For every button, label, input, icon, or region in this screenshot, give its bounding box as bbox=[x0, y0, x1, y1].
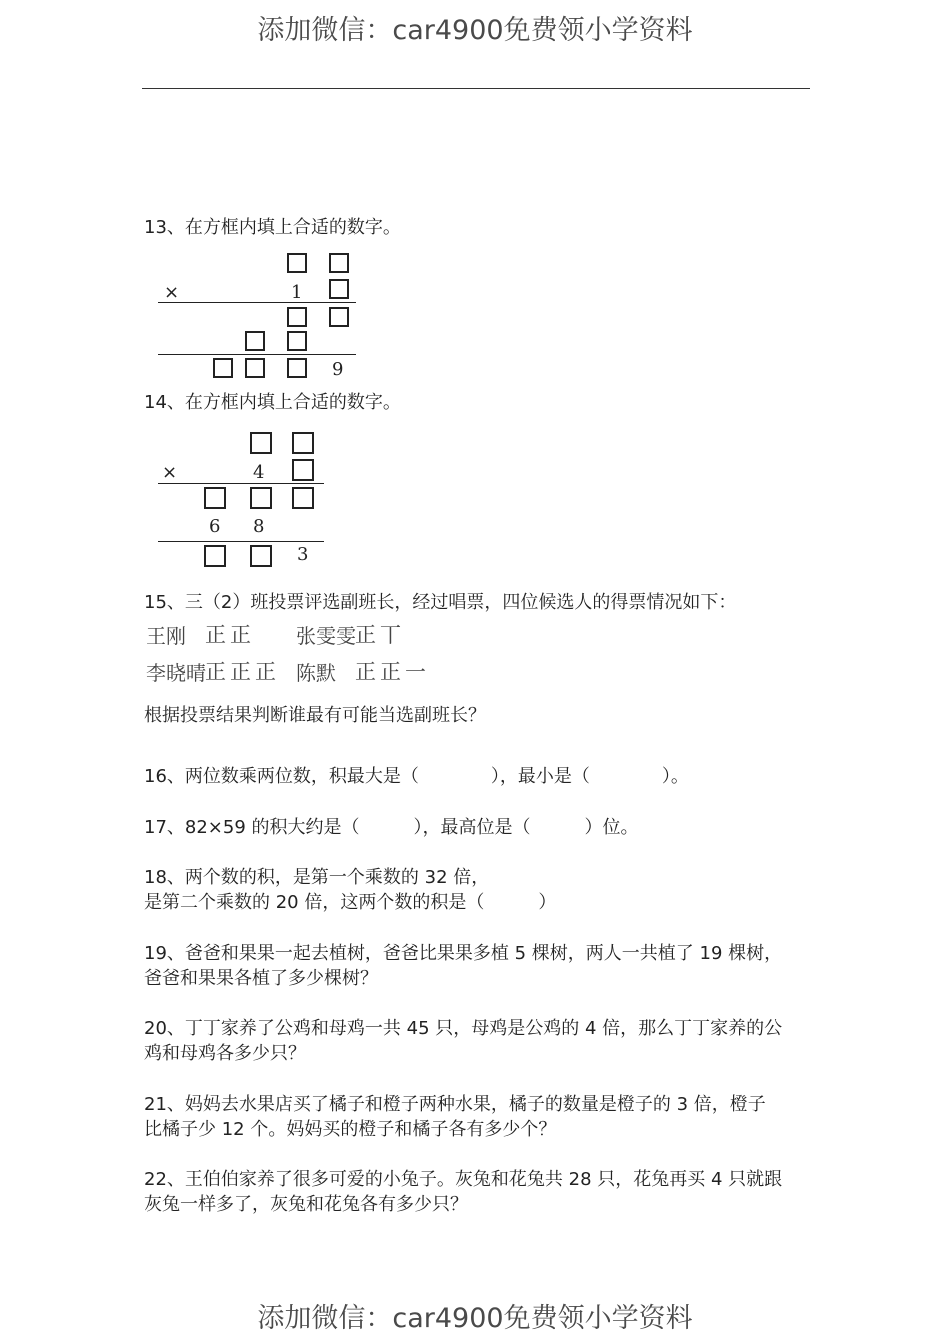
q13-blank[interactable] bbox=[287, 331, 307, 351]
q13-blank[interactable] bbox=[329, 253, 349, 273]
q13-blank[interactable] bbox=[287, 358, 307, 378]
q13-digit: 1 bbox=[291, 282, 303, 303]
q22-line2: 灰兔一样多了，灰兔和花兔各有多少只？ bbox=[144, 1194, 468, 1215]
candidate-name: 陈默 bbox=[296, 661, 336, 685]
q14-digit: 3 bbox=[297, 544, 309, 565]
q13-blank[interactable] bbox=[329, 279, 349, 299]
multiply-sign: × bbox=[162, 462, 178, 483]
footer-watermark: 添加微信：car4900免费领小学资料 bbox=[257, 1303, 693, 1334]
q13-blank[interactable] bbox=[329, 307, 349, 327]
header-divider bbox=[142, 88, 810, 89]
q14-blank[interactable] bbox=[292, 459, 314, 481]
q20-line2: 鸡和母鸡各多少只？ bbox=[144, 1043, 306, 1064]
q13-blank[interactable] bbox=[287, 307, 307, 327]
q14-blank[interactable] bbox=[292, 487, 314, 509]
q14-blank[interactable] bbox=[204, 487, 226, 509]
q15-question: 根据投票结果判断谁最有可能当选副班长？ bbox=[144, 705, 486, 726]
q14-blank[interactable] bbox=[204, 545, 226, 567]
multiply-sign: × bbox=[164, 282, 180, 303]
q16-text: 16、两位数乘两位数，积最大是（ ），最小是（ ）。 bbox=[144, 766, 689, 787]
q14-digit: 6 bbox=[209, 516, 221, 537]
q13-blank[interactable] bbox=[245, 358, 265, 378]
vote-tally: 正正 bbox=[205, 623, 255, 647]
q17-text: 17、82×59 的积大约是（ ），最高位是（ ）位。 bbox=[144, 817, 639, 838]
q19-line1: 19、爸爸和果果一起去植树，爸爸比果果多植 5 棵树，两人一共植了 19 棵树， bbox=[144, 943, 783, 964]
q13-title: 13、在方框内填上合适的数字。 bbox=[144, 217, 401, 238]
q14-title: 14、在方框内填上合适的数字。 bbox=[144, 392, 401, 413]
q15-title: 15、三（2）班投票评选副班长，经过唱票，四位候选人的得票情况如下： bbox=[144, 592, 737, 613]
candidate-name: 王刚 bbox=[146, 624, 186, 648]
q14-rule bbox=[158, 483, 324, 484]
q13-blank[interactable] bbox=[245, 331, 265, 351]
q21-line2: 比橘子少 12 个。妈妈买的橙子和橘子各有多少个？ bbox=[144, 1119, 557, 1140]
q19-line2: 爸爸和果果各植了多少棵树？ bbox=[144, 968, 378, 989]
q20-line1: 20、丁丁家养了公鸡和母鸡一共 45 只，母鸡是公鸡的 4 倍，那么丁丁家养的公 bbox=[144, 1018, 783, 1039]
q14-digit: 8 bbox=[253, 516, 265, 537]
header-watermark: 添加微信：car4900免费领小学资料 bbox=[257, 15, 693, 46]
vote-tally: 正正一 bbox=[355, 660, 430, 684]
vote-tally: 正丅 bbox=[355, 623, 405, 647]
q13-digit: 9 bbox=[332, 359, 344, 380]
q14-blank[interactable] bbox=[250, 487, 272, 509]
q14-rule bbox=[158, 541, 324, 542]
q18-line2: 是第二个乘数的 20 倍，这两个数的积是（ ） bbox=[144, 892, 557, 913]
q14-blank[interactable] bbox=[292, 432, 314, 454]
q22-line1: 22、王伯伯家养了很多可爱的小兔子。灰兔和花兔共 28 只，花兔再买 4 只就跟 bbox=[144, 1169, 783, 1190]
q14-blank[interactable] bbox=[250, 432, 272, 454]
q13-blank[interactable] bbox=[287, 253, 307, 273]
q18-line1: 18、两个数的积，是第一个乘数的 32 倍， bbox=[144, 867, 490, 888]
q13-rule bbox=[158, 354, 356, 355]
q13-rule bbox=[158, 302, 356, 303]
q13-blank[interactable] bbox=[213, 358, 233, 378]
q21-line1: 21、妈妈去水果店买了橘子和橙子两种水果，橘子的数量是橙子的 3 倍，橙子 bbox=[144, 1094, 766, 1115]
candidate-name: 李晓晴 bbox=[146, 661, 206, 685]
candidate-name: 张雯雯 bbox=[296, 624, 356, 648]
q14-digit: 4 bbox=[253, 462, 265, 483]
q14-blank[interactable] bbox=[250, 545, 272, 567]
vote-tally: 正正正 bbox=[205, 660, 280, 684]
